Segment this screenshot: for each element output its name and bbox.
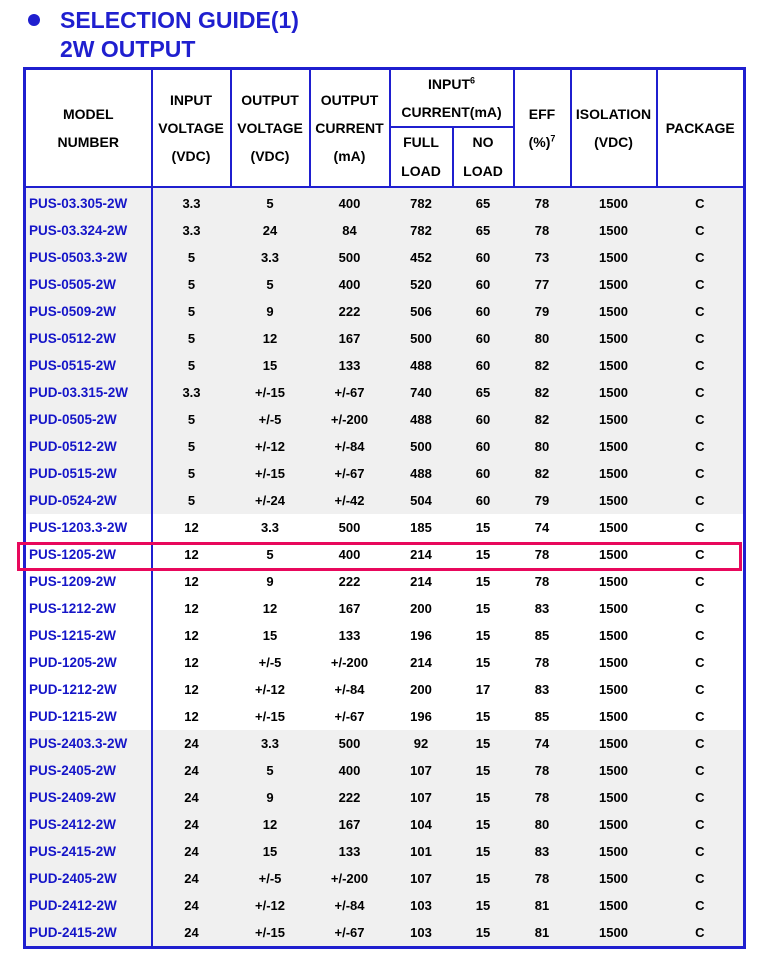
isolation-cell: 1500	[571, 730, 657, 757]
input-voltage-cell: 5	[152, 352, 231, 379]
output-current-cell: +/-200	[310, 406, 390, 433]
table-row	[25, 271, 745, 298]
header-input-voltage: INPUT VOLTAGE (VDC)	[152, 69, 231, 188]
package-cell: C	[657, 352, 745, 379]
header-model-number: MODEL NUMBER	[25, 69, 152, 188]
table-row	[25, 433, 745, 460]
eff-cell: 80	[514, 811, 571, 838]
input-voltage-cell: 5	[152, 460, 231, 487]
table-row	[25, 460, 745, 487]
package-cell: C	[657, 757, 745, 784]
table-row	[25, 703, 745, 730]
output-voltage-cell: 12	[262, 601, 278, 616]
no-load-cell: 15	[475, 547, 491, 562]
output-current-cell: 133	[310, 352, 390, 379]
table-row	[25, 406, 745, 433]
isolation-cell: 1500	[571, 244, 657, 271]
table-row	[25, 811, 745, 838]
output-current-cell: 400	[310, 757, 390, 784]
full-load-cell: 107	[390, 757, 453, 784]
full-load-cell: 196	[410, 709, 432, 724]
table-row	[25, 838, 745, 865]
package-cell: C	[657, 460, 745, 487]
full-load-cell: 500	[390, 325, 453, 352]
table-row	[25, 784, 745, 811]
isolation-cell: 1500	[571, 865, 657, 892]
output-current-cell: 400	[310, 271, 390, 298]
output-current-cell: 400	[338, 547, 361, 562]
package-cell: C	[657, 487, 745, 514]
model-cell: PUS-1212-2W	[25, 595, 152, 622]
model-cell: PUD-0505-2W	[25, 406, 152, 433]
input-voltage-cell: 5	[152, 487, 231, 514]
output-voltage-cell: 15	[262, 628, 278, 643]
no-load-cell: 60	[453, 271, 514, 298]
input-voltage-cell: 24	[152, 757, 231, 784]
no-load-cell: 15	[453, 838, 514, 865]
table-row	[25, 298, 745, 325]
isolation-cell: 1500	[571, 757, 657, 784]
package-cell: C	[657, 730, 745, 757]
isolation-cell: 1500	[599, 709, 628, 724]
no-load-cell: 65	[453, 187, 514, 217]
output-current-cell: +/-67	[310, 460, 390, 487]
package-cell: C	[695, 520, 705, 535]
eff-cell: 78	[514, 217, 571, 244]
isolation-cell: 1500	[571, 433, 657, 460]
package-cell: C	[695, 547, 705, 562]
input-voltage-cell: 3.3	[152, 379, 231, 406]
full-load-cell: 740	[390, 379, 453, 406]
output-voltage-cell: +/-5	[231, 406, 310, 433]
model-cell: PUS-2409-2W	[25, 784, 152, 811]
isolation-cell: 1500	[599, 601, 628, 616]
table-row	[25, 541, 745, 568]
eff-cell: 83	[534, 601, 550, 616]
full-load-cell: 504	[390, 487, 453, 514]
package-cell: C	[657, 892, 745, 919]
eff-cell: 80	[514, 433, 571, 460]
package-cell: C	[657, 406, 745, 433]
isolation-cell: 1500	[599, 520, 628, 535]
input-voltage-cell: 24	[152, 919, 231, 948]
package-cell: C	[657, 187, 745, 217]
input-voltage-cell: 5	[152, 406, 231, 433]
model-cell: PUS-1205-2W	[25, 541, 152, 568]
output-current-cell: 84	[310, 217, 390, 244]
header-full-load: FULL LOAD	[390, 127, 453, 187]
output-current-cell: 167	[310, 811, 390, 838]
output-voltage-cell: +/-5	[258, 655, 282, 670]
table-row	[25, 217, 745, 244]
input-voltage-cell: 24	[152, 865, 231, 892]
package-cell: C	[657, 271, 745, 298]
eff-cell: 74	[514, 730, 571, 757]
no-load-cell: 15	[453, 892, 514, 919]
input-voltage-cell: 5	[152, 244, 231, 271]
table-row	[25, 379, 745, 406]
full-load-cell: 101	[390, 838, 453, 865]
package-cell: C	[657, 865, 745, 892]
output-current-cell: 222	[310, 298, 390, 325]
model-cell: PUS-0509-2W	[25, 298, 152, 325]
input-voltage-cell: 24	[152, 838, 231, 865]
full-load-cell: 488	[390, 460, 453, 487]
no-load-cell: 60	[453, 460, 514, 487]
input-voltage-cell: 12	[184, 628, 199, 643]
table-row	[25, 487, 745, 514]
table-row	[25, 568, 745, 595]
header-input-current: INPUT$^6$ CURRENT(mA)	[390, 69, 514, 128]
selection-guide-table	[23, 67, 746, 949]
package-cell: C	[657, 919, 745, 948]
full-load-cell: 103	[390, 919, 453, 948]
eff-cell: 79	[514, 487, 571, 514]
table-row	[25, 757, 745, 784]
full-load-cell: 107	[390, 865, 453, 892]
eff-cell: 78	[534, 547, 550, 562]
output-current-cell: 133	[310, 838, 390, 865]
no-load-cell: 15	[475, 628, 491, 643]
output-voltage-cell: 24	[231, 217, 310, 244]
full-load-cell: 103	[390, 892, 453, 919]
input-voltage-cell: 5	[152, 433, 231, 460]
table-row	[25, 649, 745, 676]
table-row	[25, 676, 745, 703]
output-voltage-cell: 3.3	[231, 730, 310, 757]
model-cell: PUD-0512-2W	[25, 433, 152, 460]
model-cell: PUD-1215-2W	[25, 703, 152, 730]
eff-cell: 82	[514, 352, 571, 379]
table-row	[25, 325, 745, 352]
output-voltage-cell: 15	[231, 838, 310, 865]
output-voltage-cell: 12	[231, 325, 310, 352]
eff-cell: 74	[534, 520, 550, 535]
input-voltage-cell: 5	[152, 325, 231, 352]
title-line1: SELECTION GUIDE(1)	[60, 7, 299, 33]
full-load-cell: 214	[410, 547, 432, 562]
output-voltage-cell: 9	[266, 574, 274, 589]
package-cell: C	[657, 379, 745, 406]
input-voltage-cell: 12	[184, 709, 199, 724]
package-cell: C	[657, 838, 745, 865]
package-cell: C	[657, 217, 745, 244]
eff-cell: 77	[514, 271, 571, 298]
model-cell: PUD-2415-2W	[25, 919, 152, 948]
input-voltage-cell: 3.3	[152, 187, 231, 217]
eff-cell: 83	[514, 838, 571, 865]
isolation-cell: 1500	[571, 487, 657, 514]
output-current-cell: +/-67	[334, 709, 365, 724]
eff-cell: 85	[534, 628, 550, 643]
eff-cell: 82	[514, 379, 571, 406]
full-load-cell: 500	[390, 433, 453, 460]
full-load-cell: 782	[390, 217, 453, 244]
package-cell: C	[695, 682, 705, 697]
eff-cell: 78	[514, 757, 571, 784]
model-cell: PUD-1212-2W	[25, 676, 152, 703]
input-voltage-cell: 12	[184, 682, 199, 697]
model-cell: PUS-1215-2W	[25, 622, 152, 649]
no-load-cell: 60	[453, 352, 514, 379]
output-current-cell: +/-200	[330, 655, 369, 670]
model-cell: PUD-03.315-2W	[25, 379, 152, 406]
model-cell: PUD-1205-2W	[25, 649, 152, 676]
eff-cell: 83	[534, 682, 550, 697]
output-voltage-cell: 9	[231, 298, 310, 325]
package-cell: C	[657, 811, 745, 838]
output-current-cell: 167	[310, 325, 390, 352]
eff-cell: 81	[514, 892, 571, 919]
section-title	[28, 6, 299, 64]
no-load-cell: 60	[453, 298, 514, 325]
no-load-cell: 60	[453, 433, 514, 460]
package-cell: C	[695, 655, 705, 670]
input-voltage-cell: 12	[184, 574, 199, 589]
output-current-cell: 400	[310, 187, 390, 217]
input-voltage-cell: 3.3	[152, 217, 231, 244]
input-voltage-cell: 12	[184, 520, 199, 535]
package-cell: C	[657, 244, 745, 271]
isolation-cell: 1500	[599, 628, 628, 643]
isolation-cell: 1500	[599, 574, 628, 589]
isolation-cell: 1500	[599, 547, 628, 562]
table-row	[25, 919, 745, 948]
eff-cell: 79	[514, 298, 571, 325]
isolation-cell: 1500	[571, 187, 657, 217]
full-load-cell: 185	[410, 520, 432, 535]
eff-cell: 78	[514, 784, 571, 811]
output-current-cell: 167	[338, 601, 361, 616]
bullet-icon	[28, 14, 40, 26]
table-row	[25, 730, 745, 757]
title-line2: 2W OUTPUT	[60, 36, 196, 62]
eff-cell: 82	[514, 406, 571, 433]
model-cell: PUS-03.305-2W	[25, 187, 152, 217]
input-voltage-cell: 24	[152, 730, 231, 757]
output-voltage-cell: 15	[231, 352, 310, 379]
eff-cell: 85	[534, 709, 550, 724]
input-voltage-cell: 5	[152, 271, 231, 298]
output-voltage-cell: +/-24	[231, 487, 310, 514]
header-package: PACKAGE	[657, 69, 745, 188]
output-current-cell: +/-200	[310, 865, 390, 892]
no-load-cell: 15	[475, 601, 491, 616]
table-row	[25, 352, 745, 379]
no-load-cell: 15	[453, 811, 514, 838]
full-load-cell: 200	[410, 682, 432, 697]
output-current-cell: +/-84	[310, 892, 390, 919]
full-load-cell: 506	[390, 298, 453, 325]
output-current-cell: 222	[310, 784, 390, 811]
no-load-cell: 15	[453, 730, 514, 757]
output-current-cell: +/-67	[310, 919, 390, 948]
input-voltage-cell: 12	[184, 547, 199, 562]
output-voltage-cell: 5	[231, 187, 310, 217]
model-cell: PUD-0524-2W	[25, 487, 152, 514]
isolation-cell: 1500	[571, 271, 657, 298]
full-load-cell: 452	[390, 244, 453, 271]
isolation-cell: 1500	[571, 298, 657, 325]
output-voltage-cell: +/-12	[231, 433, 310, 460]
model-cell: PUS-2405-2W	[25, 757, 152, 784]
output-current-cell: 500	[310, 244, 390, 271]
isolation-cell: 1500	[571, 406, 657, 433]
package-cell: C	[695, 601, 705, 616]
table-row	[25, 865, 745, 892]
output-voltage-cell: 5	[231, 271, 310, 298]
no-load-cell: 15	[475, 655, 491, 670]
no-load-cell: 60	[453, 244, 514, 271]
header-isolation: ISOLATION (VDC)	[571, 69, 657, 188]
input-voltage-cell: 24	[152, 892, 231, 919]
eff-cell: 82	[514, 460, 571, 487]
output-voltage-cell: 3.3	[231, 244, 310, 271]
full-load-cell: 488	[390, 352, 453, 379]
full-load-cell: 104	[390, 811, 453, 838]
model-cell: PUS-0515-2W	[25, 352, 152, 379]
table-row	[25, 514, 745, 541]
header-no-load: NO LOAD	[453, 127, 514, 187]
no-load-cell: 60	[453, 487, 514, 514]
package-cell: C	[695, 628, 705, 643]
package-cell: C	[695, 574, 705, 589]
header-output-voltage: OUTPUT VOLTAGE (VDC)	[231, 69, 310, 188]
full-load-cell: 782	[390, 187, 453, 217]
model-cell: PUS-2412-2W	[25, 811, 152, 838]
output-current-cell: 133	[338, 628, 361, 643]
full-load-cell: 214	[410, 655, 432, 670]
isolation-cell: 1500	[571, 919, 657, 948]
table-row	[25, 622, 745, 649]
full-load-cell: 92	[390, 730, 453, 757]
eff-cell: 73	[514, 244, 571, 271]
eff-cell: 78	[534, 574, 550, 589]
package-cell: C	[695, 709, 705, 724]
output-voltage-cell: 5	[266, 547, 274, 562]
no-load-cell: 15	[475, 709, 491, 724]
isolation-cell: 1500	[571, 892, 657, 919]
isolation-cell: 1500	[571, 352, 657, 379]
isolation-cell: 1500	[571, 379, 657, 406]
model-cell: PUD-0515-2W	[25, 460, 152, 487]
eff-cell: 78	[534, 655, 550, 670]
input-voltage-cell: 24	[152, 784, 231, 811]
no-load-cell: 65	[453, 379, 514, 406]
no-load-cell: 15	[453, 784, 514, 811]
isolation-cell: 1500	[571, 784, 657, 811]
no-load-cell: 15	[475, 520, 491, 535]
model-cell: PUD-2405-2W	[25, 865, 152, 892]
eff-cell: 80	[514, 325, 571, 352]
eff-cell: 78	[514, 865, 571, 892]
full-load-cell: 200	[410, 601, 432, 616]
output-voltage-cell: +/-12	[231, 892, 310, 919]
isolation-cell: 1500	[571, 460, 657, 487]
output-current-cell: +/-84	[310, 433, 390, 460]
output-voltage-cell: +/-15	[231, 919, 310, 948]
no-load-cell: 17	[475, 682, 491, 697]
full-load-cell: 520	[390, 271, 453, 298]
full-load-cell: 488	[390, 406, 453, 433]
no-load-cell: 60	[453, 325, 514, 352]
model-cell: PUS-2403.3-2W	[25, 730, 152, 757]
output-current-cell: +/-67	[310, 379, 390, 406]
no-load-cell: 60	[453, 406, 514, 433]
output-voltage-cell: 5	[231, 757, 310, 784]
package-cell: C	[657, 433, 745, 460]
output-current-cell: 222	[338, 574, 361, 589]
model-cell: PUS-1209-2W	[25, 568, 152, 595]
eff-cell: 78	[514, 187, 571, 217]
no-load-cell: 65	[453, 217, 514, 244]
model-cell: PUS-0503.3-2W	[25, 244, 152, 271]
input-voltage-cell: 12	[184, 601, 199, 616]
model-cell: PUS-0512-2W	[25, 325, 152, 352]
package-cell: C	[657, 325, 745, 352]
output-current-cell: 500	[338, 520, 361, 535]
model-cell: PUS-2415-2W	[25, 838, 152, 865]
isolation-cell: 1500	[571, 838, 657, 865]
eff-cell: 81	[514, 919, 571, 948]
output-current-cell: 500	[310, 730, 390, 757]
no-load-cell: 15	[453, 865, 514, 892]
model-cell: PUS-1203.3-2W	[25, 514, 152, 541]
input-voltage-cell: 5	[152, 298, 231, 325]
header-output-current: OUTPUT CURRENT (mA)	[310, 69, 390, 188]
table-row	[25, 595, 745, 622]
output-voltage-cell: 3.3	[260, 520, 280, 535]
output-voltage-cell: +/-15	[231, 379, 310, 406]
output-current-cell: +/-42	[310, 487, 390, 514]
output-voltage-cell: +/-15	[255, 709, 285, 724]
isolation-cell: 1500	[571, 811, 657, 838]
full-load-cell: 107	[390, 784, 453, 811]
output-voltage-cell: +/-15	[231, 460, 310, 487]
isolation-cell: 1500	[599, 682, 628, 697]
table-row	[25, 187, 745, 217]
table-row	[25, 892, 745, 919]
full-load-cell: 214	[410, 574, 432, 589]
table-row	[25, 244, 745, 271]
output-voltage-cell: 9	[231, 784, 310, 811]
model-cell: PUS-0505-2W	[25, 271, 152, 298]
output-current-cell: +/-84	[334, 682, 365, 697]
output-voltage-cell: +/-5	[231, 865, 310, 892]
no-load-cell: 15	[475, 574, 491, 589]
output-voltage-cell: 12	[231, 811, 310, 838]
header-eff: EFF (%)$^7$	[514, 69, 571, 188]
isolation-cell: 1500	[571, 325, 657, 352]
no-load-cell: 15	[453, 919, 514, 948]
full-load-cell: 196	[410, 628, 432, 643]
package-cell: C	[657, 298, 745, 325]
model-cell: PUD-2412-2W	[25, 892, 152, 919]
model-cell: PUS-03.324-2W	[25, 217, 152, 244]
isolation-cell: 1500	[599, 655, 628, 670]
input-voltage-cell: 24	[152, 811, 231, 838]
input-voltage-cell: 12	[184, 655, 199, 670]
package-cell: C	[657, 784, 745, 811]
output-voltage-cell: +/-12	[255, 682, 285, 697]
no-load-cell: 15	[453, 757, 514, 784]
isolation-cell: 1500	[571, 217, 657, 244]
